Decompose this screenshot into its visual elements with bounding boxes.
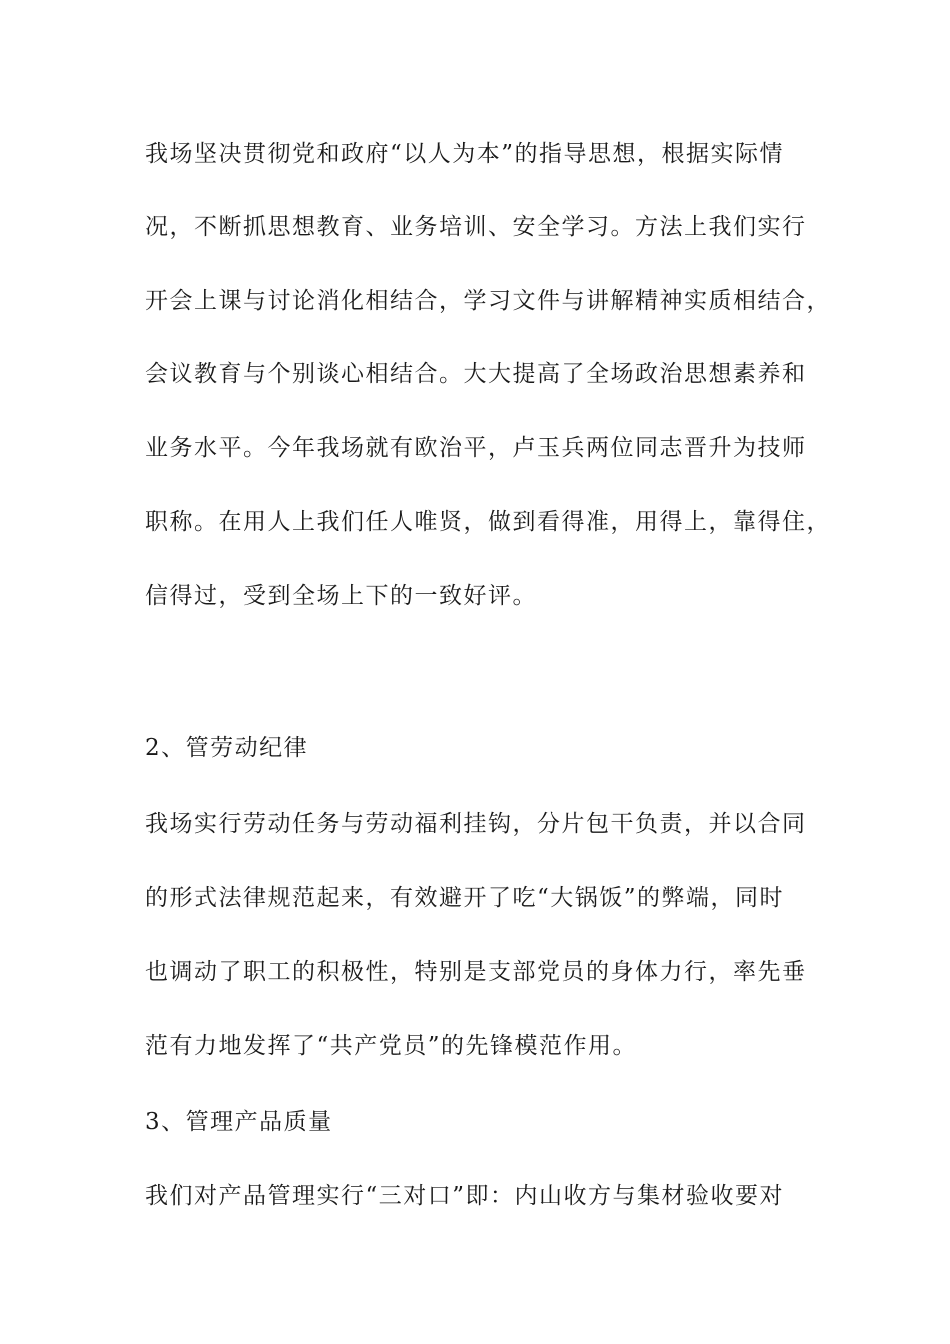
paragraph-1-line: 信得过，受到全场上下的一致好评。: [145, 583, 537, 609]
paragraph-1-line: 开会上课与讨论消化相结合，学习文件与讲解精神实质相结合，: [145, 288, 831, 314]
paragraph-1-line: 业务水平。今年我场就有欧治平，卢玉兵两位同志晋升为技师: [145, 435, 807, 461]
paragraph-2-line: 也调动了职工的积极性，特别是支部党员的身体力行，率先垂: [145, 959, 807, 985]
paragraph-1-line: 会议教育与个别谈心相结合。大大提高了全场政治思想素养和: [145, 361, 807, 387]
paragraph-1-line: 况，不断抓思想教育、业务培训、安全学习。方法上我们实行: [145, 214, 807, 240]
paragraph-2-line: 范有力地发挥了“共产党员”的先锋模范作用。: [145, 1033, 638, 1059]
paragraph-1-line: 职称。在用人上我们任人唯贤，做到看得准，用得上，靠得住，: [145, 509, 831, 535]
paragraph-2-line: 我场实行劳动任务与劳动福利挂钩，分片包干负责，并以合同: [145, 811, 807, 837]
section-heading-2: 2、管劳动纪律: [145, 735, 309, 761]
paragraph-2-line: 的形式法律规范起来，有效避开了吃“大锅饭”的弊端，同时: [145, 885, 785, 911]
paragraph-1-line: 我场坚决贯彻党和政府“以人为本”的指导思想，根据实际情: [145, 141, 785, 167]
section-heading-3: 3、管理产品质量: [145, 1109, 333, 1135]
paragraph-3-line: 我们对产品管理实行“三对口”即：内山收方与集材验收要对: [145, 1183, 785, 1209]
